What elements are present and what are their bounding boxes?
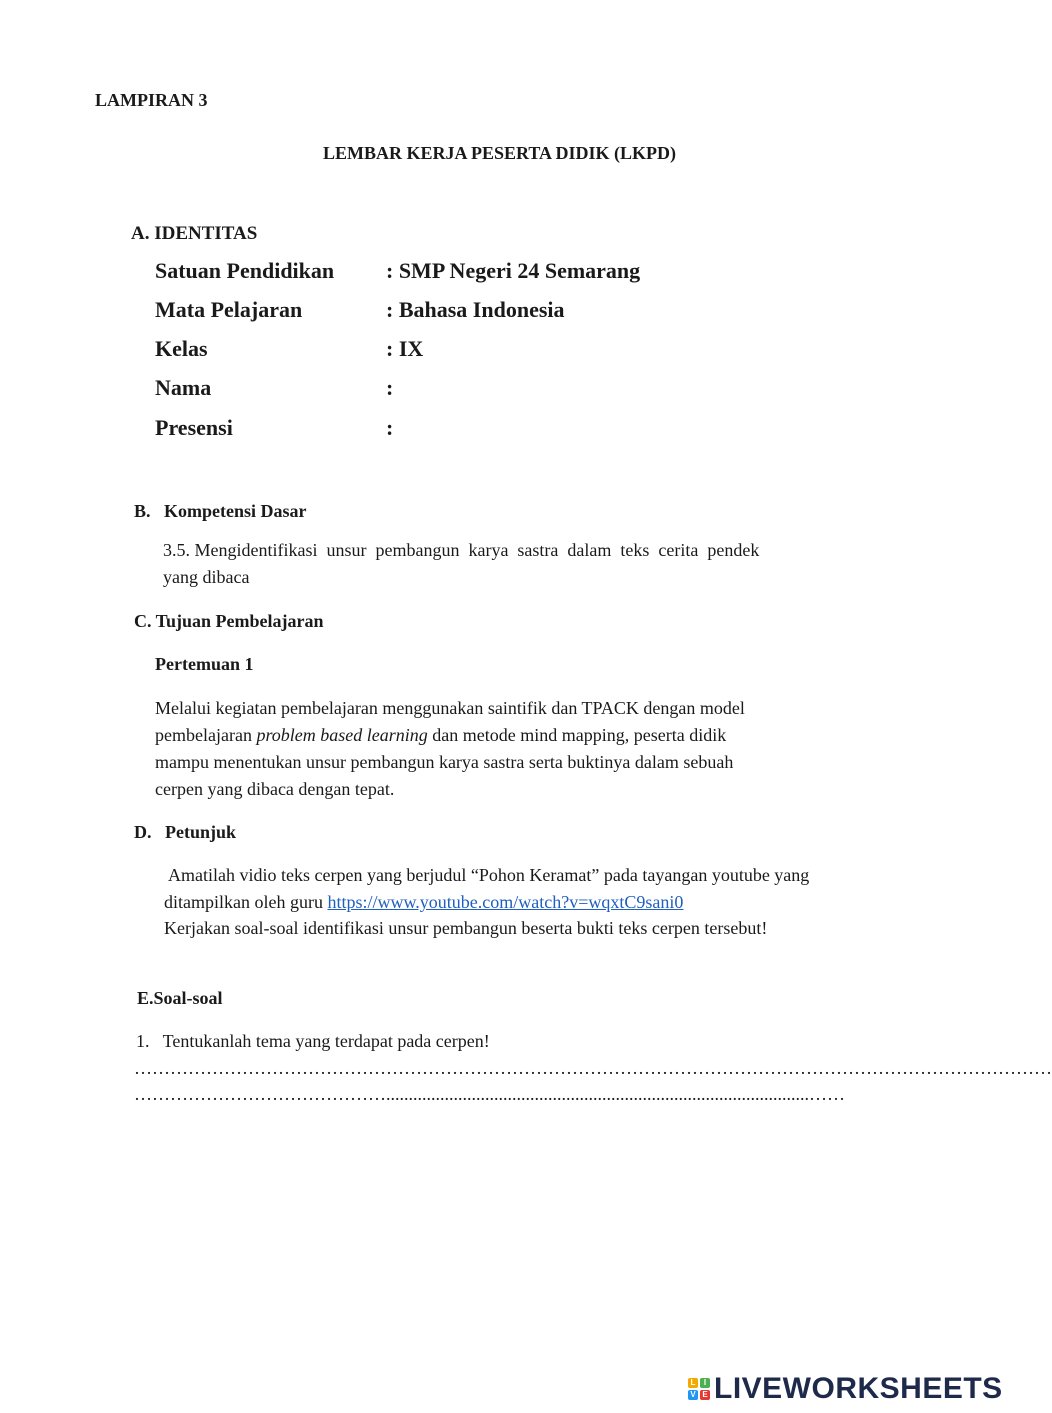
identitas-value-mapel: : Bahasa Indonesia	[386, 297, 565, 322]
liveworksheets-logo	[688, 1374, 1003, 1404]
identitas-label-presensi: Presensi	[155, 415, 233, 440]
answer-line-2[interactable]: ……………………………………..............................................................................................……	[134, 1084, 845, 1104]
tujuan-text-line4: cerpen yang dibaca dengan tepat.	[155, 779, 395, 799]
identitas-value-nama[interactable]: :	[386, 375, 394, 400]
question-1: 1. Tentukanlah tema yang terdapat pada cerpen!	[136, 1031, 490, 1051]
appendix-label: LAMPIRAN 3	[95, 90, 208, 110]
section-petunjuk-heading: D. Petunjuk	[134, 822, 237, 842]
identitas-value-presensi[interactable]: :	[386, 415, 394, 440]
liveworksheets-brand-text: LIVEWORKSHEETS	[714, 1372, 1003, 1405]
kompetensi-text-line2: yang dibaca	[163, 567, 250, 587]
identitas-value-satuan: : SMP Negeri 24 Semarang	[386, 258, 641, 283]
kompetensi-text-line1: 3.5. Mengidentifikasi unsur pembangun karya sastra dalam teks cerita pendek	[163, 540, 760, 560]
section-kompetensi-heading: B. Kompetensi Dasar	[134, 501, 307, 521]
petunjuk-text-line3: Kerjakan soal-soal identifikasi unsur pembangun beserta bukti teks cerpen tersebut!	[164, 918, 768, 938]
tujuan-text-line2: pembelajaran problem based learning dan metode mind mapping, peserta didik	[155, 725, 727, 745]
tujuan-text-line3: mampu menentukan unsur pembangun karya sastra serta buktinya dalam sebuah	[155, 752, 734, 772]
section-tujuan-heading: C. Tujuan Pembelajaran	[134, 611, 324, 631]
tujuan-italic-term: problem based learning	[256, 725, 428, 745]
page-title: LEMBAR KERJA PESERTA DIDIK (LKPD)	[322, 143, 677, 163]
petunjuk-text-line1: Amatilah vidio teks cerpen yang berjudul “Pohon Keramat” pada tayangan youtube yang	[168, 865, 810, 885]
identitas-label-satuan: Satuan Pendidikan	[155, 258, 335, 283]
identitas-label-mapel: Mata Pelajaran	[155, 297, 303, 322]
section-identitas-heading: A. IDENTITAS	[131, 223, 258, 244]
petunjuk-text-line2: ditampilkan oleh guru https://www.youtube.com/watch?v=wqxtC9sani0	[164, 892, 684, 912]
section-soal-heading: E.Soal-soal	[137, 988, 223, 1008]
liveworksheets-logo-icon: L I V E	[688, 1378, 710, 1400]
identitas-value-kelas: : IX	[386, 336, 424, 361]
tujuan-text-line1: Melalui kegiatan pembelajaran menggunakan saintifik dan TPACK dengan model	[155, 698, 745, 718]
answer-line-1[interactable]: ………………………………………………………………………………………………………………………………………	[134, 1058, 1052, 1078]
youtube-link[interactable]: https://www.youtube.com/watch?v=wqxtC9sani0	[327, 892, 684, 912]
identitas-label-nama: Nama	[155, 375, 212, 400]
identitas-label-kelas: Kelas	[155, 336, 208, 361]
tujuan-subheading: Pertemuan 1	[155, 654, 254, 674]
